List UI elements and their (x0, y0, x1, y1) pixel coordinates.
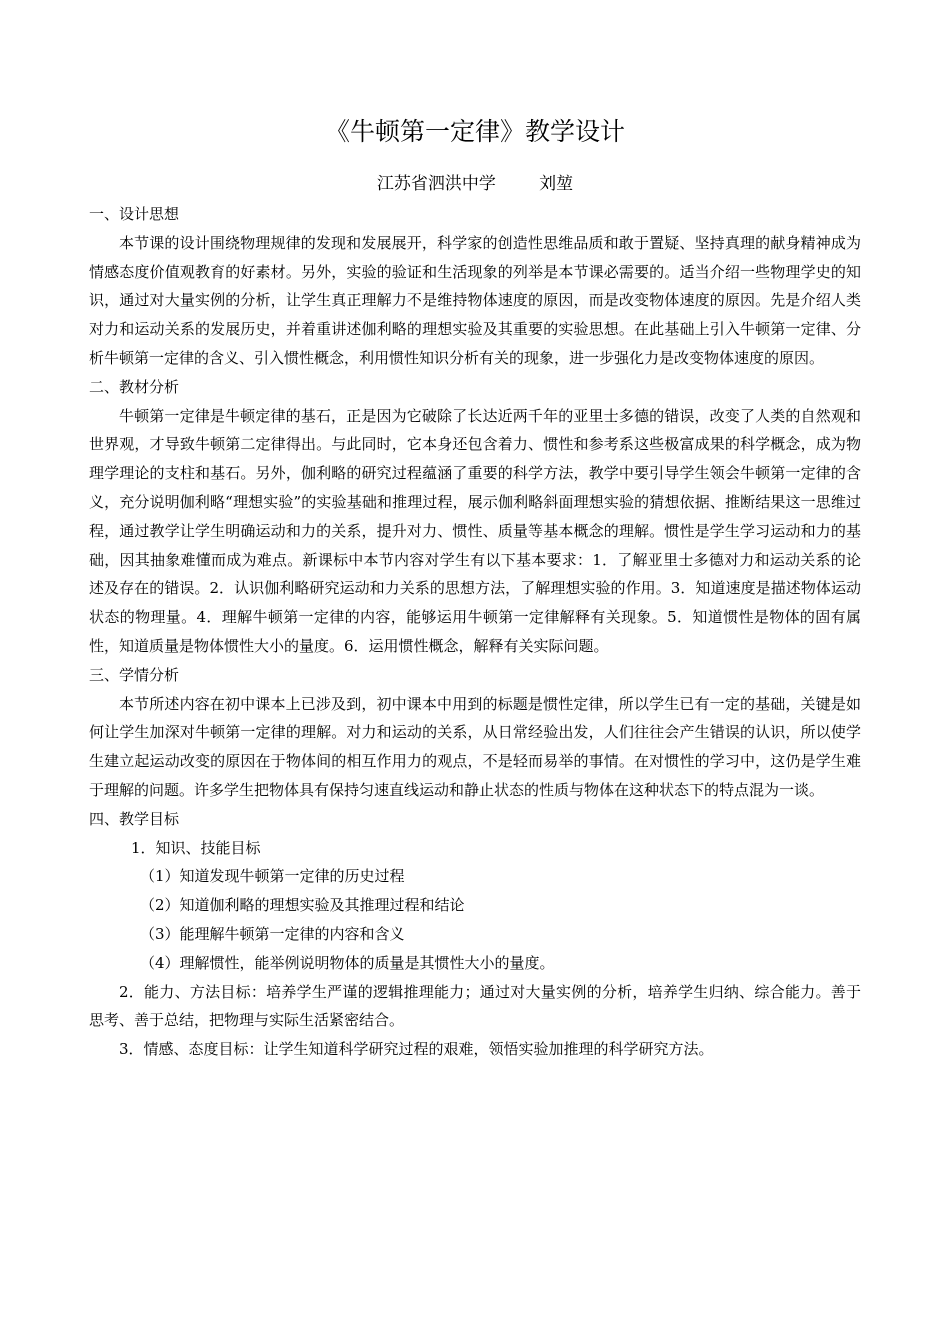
goal-3-paragraph: 3．情感、态度目标：让学生知道科学研究过程的艰难，领悟实验加推理的科学研究方法。 (119, 1040, 714, 1059)
goal-1-item: （1）知道发现牛顿第一定律的历史过程 (140, 867, 405, 886)
section-paragraph-students: 本节所述内容在初中课本上已涉及到，初中课本中用到的标题是惯性定律，所以学生已有一定的基础，关键是如何让学生加深对牛顿第一定律的理解。对力和运动的关系，从日常经验出发，人们往往会产生错误的认识，所以使学生建立起运动改变的原因在于物体间的相互作用力的观点，不是轻而易举的事情。在对惯性的学习中，这仍是学生难于理解的问题。许多学生把物体具有保持匀速直线运动和静止状态的性质与物体在这种状态下的特点混为一谈。 (89, 694, 861, 799)
goal-1-item: （3）能理解牛顿第一定律的内容和含义 (140, 924, 405, 943)
author-byline: 江苏省泗洪中学 刘堃 (376, 174, 574, 194)
document-title: 《牛顿第一定律》教学设计 (324, 117, 625, 146)
section-heading-students: 三、学情分析 (89, 665, 180, 684)
section-heading-goals: 四、教学目标 (89, 809, 180, 828)
goal-1-item: （4）理解惯性，能举例说明物体的质量是其惯性大小的量度。 (140, 953, 555, 972)
goal-1-item: （2）知道伽利略的理想实验及其推理过程和结论 (140, 896, 465, 915)
goal-1-label: 1．知识、技能目标 (131, 838, 261, 857)
goal-2-paragraph: 2．能力、方法目标：培养学生严谨的逻辑推理能力；通过对大量实例的分析，培养学生归纳、综合能力。善于思考、善于总结，把物理与实际生活紧密结合。 (89, 982, 861, 1030)
section-paragraph-material: 牛顿第一定律是牛顿定律的基石，正是因为它破除了长达近两千年的亚里士多德的错误，改变了人类的自然观和世界观，才导致牛顿第二定律得出。与此同时，它本身还包含着力、惯性和参考系这些极富成果的科学概念，成为物理学理论的支柱和基石。另外，伽利略的研究过程蕴涵了重要的科学方法，教学中要引导学生领会牛顿第一定律的含义，充分说明伽利略“理想实验”的实验基础和推理过程，展示伽利略斜面理想实验的猜想依据、推断结果这一思维过程，通过教学让学生明确运动和力的关系，提升对力、惯性、质量等基本概念的理解。惯性是学生学习运动和力的基础，因其抽象难懂而成为难点。新课标中本节内容对学生有以下基本要求：1．了解亚里士多德对力和运动关系的论述及存在的错误。2．认识伽利略研究运动和力关系的思想方法，了解理想实验的作用。3．知道速度是描述物体运动状态的物理量。4．理解牛顿第一定律的内容，能够运用牛顿第一定律解释有关现象。5．知道惯性是物体的固有属性，知道质量是物体惯性大小的量度。6．运用惯性概念，解释有关实际问题。 (89, 406, 861, 655)
section-paragraph-design: 本节课的设计围绕物理规律的发现和发展展开，科学家的创造性思维品质和敢于置疑、坚持真理的献身精神成为情感态度价值观教育的好素材。另外，实验的验证和生活现象的列举是本节课必需要的。适当介绍一些物理学史的知识，通过对大量实例的分析，让学生真正理解力不是维持物体速度的原因，而是改变物体速度的原因。先是介绍人类对力和运动关系的发展历史，并着重讲述伽利略的理想实验及其重要的实验思想。在此基础上引入牛顿第一定律、分析牛顿第一定律的含义、引入惯性概念，利用惯性知识分析有关的现象，进一步强化力是改变物体速度的原因。 (89, 233, 861, 367)
document-body (89, 200, 861, 1064)
section-heading-material: 二、教材分析 (89, 377, 180, 396)
section-heading-design: 一、设计思想 (89, 205, 180, 223)
